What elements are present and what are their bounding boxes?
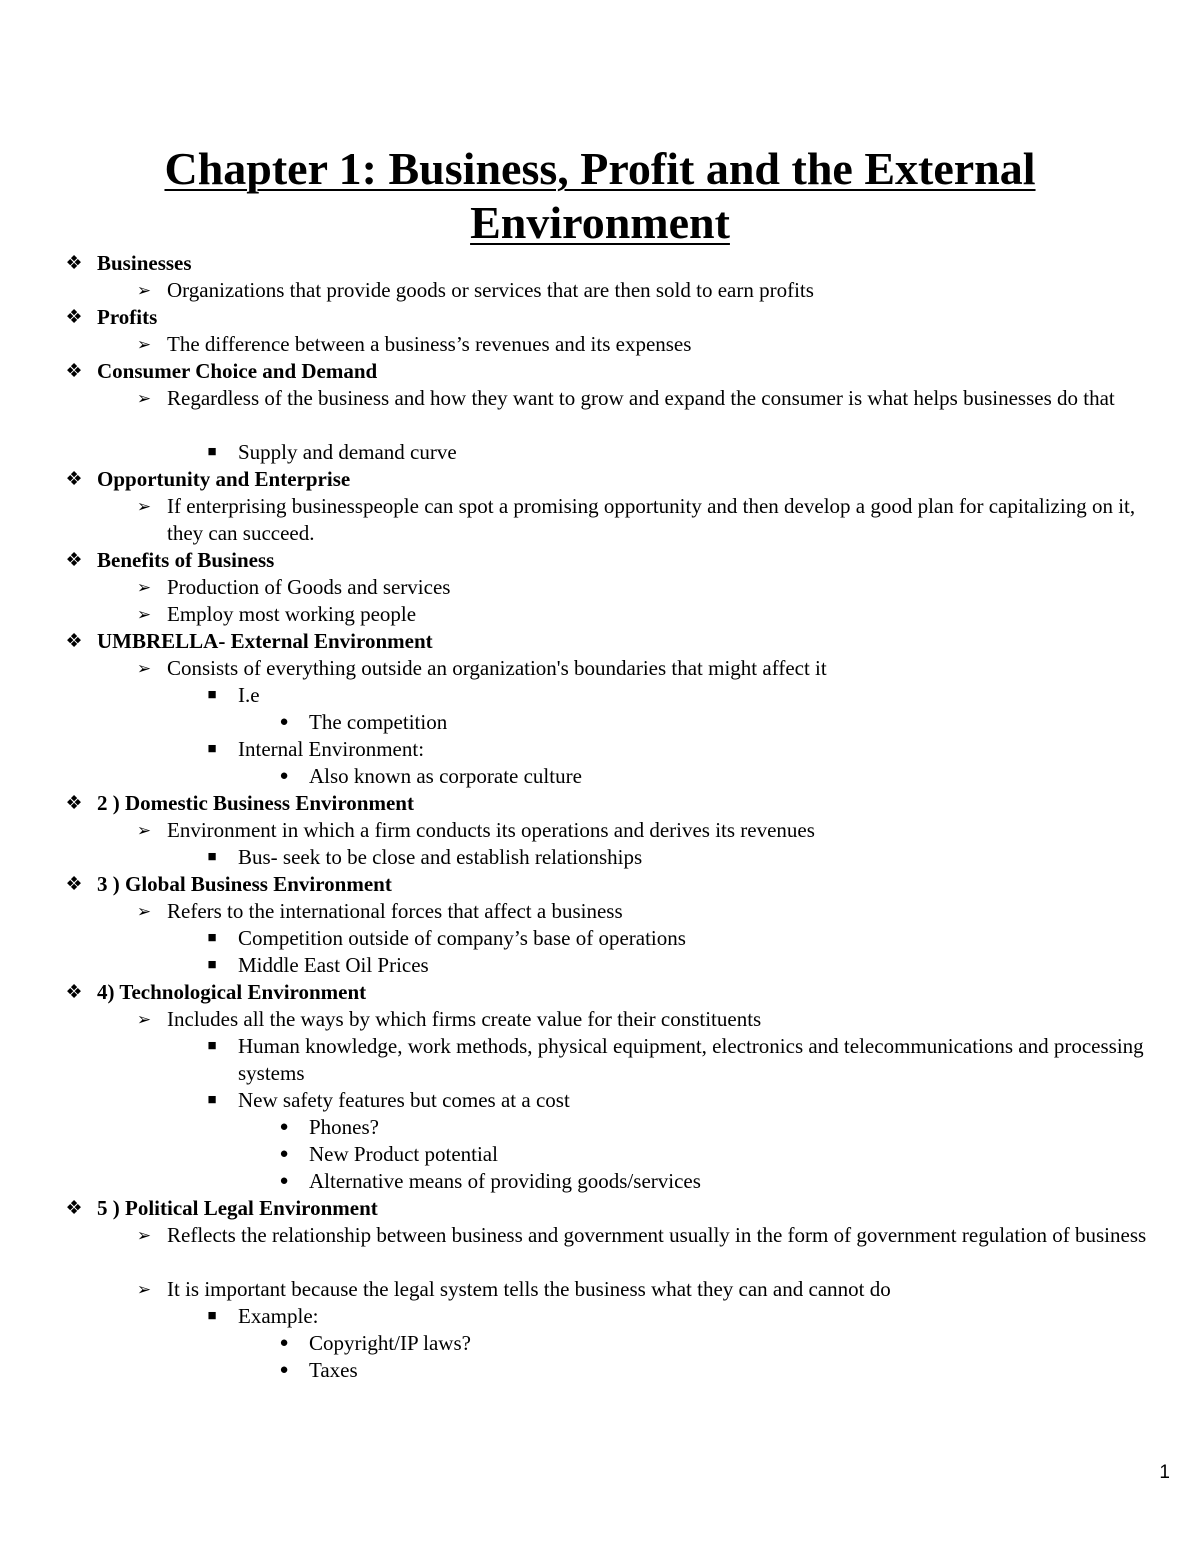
arrow-bullet-icon: ➢	[136, 821, 152, 840]
list-item	[0, 736, 1200, 763]
list-item	[0, 898, 1200, 925]
item-text: The difference between a business’s revenues and its expenses	[167, 332, 692, 356]
page-title: Chapter 1: Business, Profit and the External Environment	[164, 143, 1036, 248]
arrow-bullet-icon: ➢	[136, 659, 152, 678]
square-bullet-icon: ■	[207, 1308, 217, 1324]
list-item	[0, 385, 1200, 439]
list-item	[0, 439, 1200, 466]
list-item	[0, 1357, 1200, 1384]
list-item	[0, 763, 1200, 790]
dot-bullet-icon: ●	[279, 714, 289, 730]
list-item	[0, 493, 1200, 547]
item-text: New safety features but comes at a cost	[238, 1088, 570, 1112]
list-item	[0, 1141, 1200, 1168]
arrow-bullet-icon: ➢	[136, 902, 152, 921]
dot-bullet-icon: ●	[279, 1335, 289, 1351]
list-item-heading	[0, 547, 1200, 574]
arrow-bullet-icon: ➢	[136, 1280, 152, 1299]
item-text: Organizations that provide goods or services that are then sold to earn profits	[167, 278, 814, 302]
square-bullet-icon: ■	[207, 1038, 217, 1054]
item-text: Refers to the international forces that affect a business	[167, 899, 623, 923]
diamond-bullet-icon: ❖	[65, 307, 83, 328]
item-text: Example:	[238, 1304, 319, 1328]
heading-text: Businesses	[97, 251, 192, 275]
item-text: Production of Goods and services	[167, 575, 451, 599]
item-text: Employ most working people	[167, 602, 417, 626]
heading-text: UMBRELLA- External Environment	[97, 629, 433, 653]
list-item	[0, 1276, 1200, 1303]
item-text: The competition	[309, 710, 448, 734]
dot-bullet-icon: ●	[279, 1173, 289, 1189]
arrow-bullet-icon: ➢	[136, 1226, 152, 1245]
list-item-heading	[0, 358, 1200, 385]
list-item-heading	[0, 1195, 1200, 1222]
item-text: I.e	[238, 683, 260, 707]
heading-text: 4) Technological Environment	[97, 980, 367, 1004]
diamond-bullet-icon: ❖	[65, 1198, 83, 1219]
diamond-bullet-icon: ❖	[65, 793, 83, 814]
item-text: Competition outside of company’s base of operations	[238, 926, 686, 950]
list-item	[0, 1330, 1200, 1357]
square-bullet-icon: ■	[207, 930, 217, 946]
list-item	[0, 277, 1200, 304]
dot-bullet-icon: ●	[279, 1146, 289, 1162]
item-text: If enterprising businesspeople can spot a promising opportunity and then develop a good plan for capitalizing on it, they can succeed.	[167, 494, 1136, 545]
item-text: Environment in which a firm conducts its operations and derives its revenues	[167, 818, 815, 842]
list-item	[0, 925, 1200, 952]
list-item	[0, 574, 1200, 601]
heading-text: 5 ) Political Legal Environment	[97, 1196, 378, 1220]
item-text: Copyright/IP laws?	[309, 1331, 471, 1355]
item-text: Middle East Oil Prices	[238, 953, 429, 977]
arrow-bullet-icon: ➢	[136, 1010, 152, 1029]
page-number: 1	[1159, 1462, 1170, 1483]
square-bullet-icon: ■	[207, 741, 217, 757]
square-bullet-icon: ■	[207, 849, 217, 865]
list-item	[0, 331, 1200, 358]
arrow-bullet-icon: ➢	[136, 389, 152, 408]
item-text: It is important because the legal system tells the business what they can and cannot do	[167, 1277, 891, 1301]
list-item	[0, 1114, 1200, 1141]
diamond-bullet-icon: ❖	[65, 361, 83, 382]
list-item	[0, 952, 1200, 979]
item-text: Bus- seek to be close and establish relationships	[238, 845, 643, 869]
diamond-bullet-icon: ❖	[65, 874, 83, 895]
list-item-heading	[0, 979, 1200, 1006]
item-text: Human knowledge, work methods, physical equipment, electronics and telecommunications and processing systems	[238, 1034, 1144, 1085]
diamond-bullet-icon: ❖	[65, 253, 83, 274]
square-bullet-icon: ■	[207, 1092, 217, 1108]
heading-text: 3 ) Global Business Environment	[97, 872, 392, 896]
item-text: Taxes	[309, 1358, 358, 1382]
list-item	[0, 601, 1200, 628]
heading-text: 2 ) Domestic Business Environment	[97, 791, 414, 815]
list-item-heading	[0, 466, 1200, 493]
dot-bullet-icon: ●	[279, 768, 289, 784]
list-item	[0, 1006, 1200, 1033]
list-item	[0, 1168, 1200, 1195]
item-text: New Product potential	[309, 1142, 498, 1166]
diamond-bullet-icon: ❖	[65, 469, 83, 490]
heading-text: Consumer Choice and Demand	[97, 359, 378, 383]
diamond-bullet-icon: ❖	[65, 550, 83, 571]
heading-text: Benefits of Business	[97, 548, 275, 572]
list-item-heading	[0, 628, 1200, 655]
list-item-heading	[0, 304, 1200, 331]
item-text: Alternative means of providing goods/services	[309, 1169, 701, 1193]
list-item	[0, 1033, 1200, 1087]
list-item	[0, 817, 1200, 844]
list-item	[0, 1303, 1200, 1330]
item-text: Internal Environment:	[238, 737, 425, 761]
square-bullet-icon: ■	[207, 444, 217, 460]
arrow-bullet-icon: ➢	[136, 281, 152, 300]
heading-text: Opportunity and Enterprise	[97, 467, 351, 491]
list-item-heading	[0, 790, 1200, 817]
square-bullet-icon: ■	[207, 957, 217, 973]
item-text: Includes all the ways by which firms create value for their constituents	[167, 1007, 762, 1031]
list-item-heading	[0, 871, 1200, 898]
list-item	[0, 844, 1200, 871]
list-item	[0, 655, 1200, 682]
heading-text: Profits	[97, 305, 158, 329]
item-text: Phones?	[309, 1115, 379, 1139]
outline-list	[0, 250, 1200, 1384]
list-item-heading	[0, 250, 1200, 277]
list-item	[0, 709, 1200, 736]
arrow-bullet-icon: ➢	[136, 578, 152, 597]
list-item	[0, 1087, 1200, 1114]
diamond-bullet-icon: ❖	[65, 631, 83, 652]
arrow-bullet-icon: ➢	[136, 335, 152, 354]
dot-bullet-icon: ●	[279, 1119, 289, 1135]
square-bullet-icon: ■	[207, 687, 217, 703]
item-text: Also known as corporate culture	[309, 764, 582, 788]
arrow-bullet-icon: ➢	[136, 497, 152, 516]
dot-bullet-icon: ●	[279, 1362, 289, 1378]
list-item	[0, 682, 1200, 709]
item-text: Regardless of the business and how they want to grow and expand the consumer is what helps businesses do that	[167, 386, 1115, 410]
item-text: Supply and demand curve	[238, 440, 457, 464]
diamond-bullet-icon: ❖	[65, 982, 83, 1003]
item-text: Consists of everything outside an organization's boundaries that might affect it	[167, 656, 827, 680]
arrow-bullet-icon: ➢	[136, 605, 152, 624]
list-item	[0, 1222, 1200, 1276]
item-text: Reflects the relationship between business and government usually in the form of government regulation of business	[167, 1223, 1147, 1247]
